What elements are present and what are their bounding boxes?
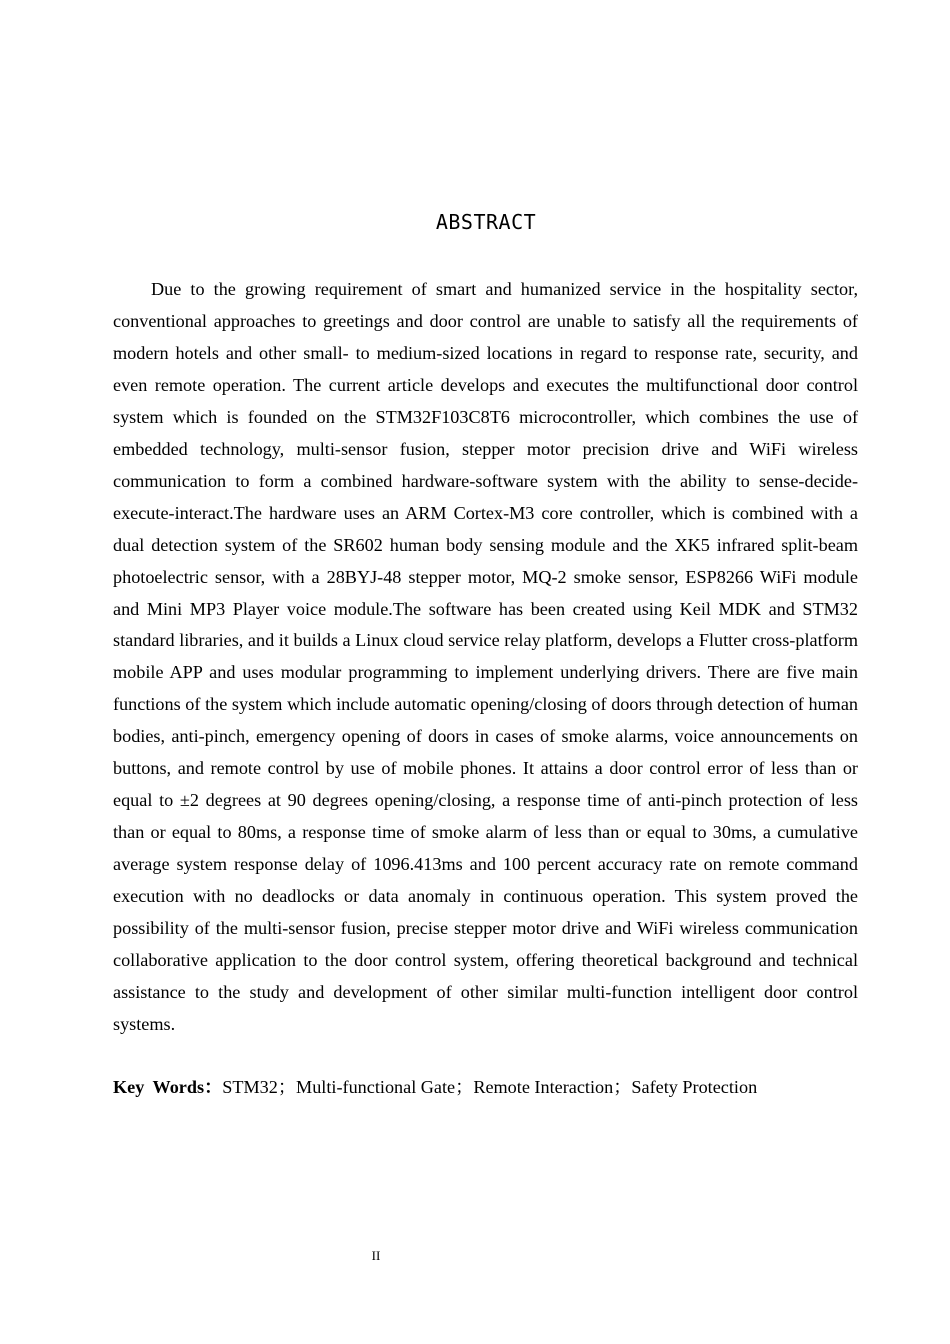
keywords-text: STM32；Multi-functional Gate；Remote Interaction；Safety Protection — [222, 1077, 758, 1097]
keywords-label: Key Words： — [113, 1077, 223, 1097]
abstract-title: ABSTRACT — [435, 210, 537, 234]
keywords-line — [113, 1072, 858, 1103]
abstract-body: Due to the growing requirement of smart and humanized service in the hospitality sector, conventional approaches to greetings and door control are unable to satisfy all the requirements of modern hotels and other small- to medium-sized locations in regard to response rate, security, and even remote operation. The current article develops and executes the multifunctional door control system which is founded on the STM32F103C8T6 microcontroller, which combines the use of embedded technology, multi-sensor fusion, stepper motor precision drive and WiFi wireless communication to form a combined hardware-software system with the ability to sense-decide-execute-interact.The hardware uses an ARM Cortex-M3 core controller, which is combined with a dual detection system of the SR602 human body sensing module and the XK5 infrared split-beam photoelectric sensor, with a 28BYJ-48 stepper motor, MQ-2 smoke sensor, ESP8266 WiFi module and Mini MP3 Player voice module.The software has been created using Keil MDK and STM32 standard libraries, and it builds a Linux cloud service relay platform, develops a Flutter cross-platform mobile APP and uses modular programming to implement underlying drivers. There are five main functions of the system which include automatic opening/closing of doors through detection of human bodies, anti-pinch, emergency opening of doors in cases of smoke alarms, voice announcements on buttons, and remote control by use of mobile phones. It attains a door control error of less than or equal to ±2 degrees at 90 degrees opening/closing, a response time of anti-pinch protection of less than or equal to 80ms, a response time of smoke alarm of less than or equal to 30ms, a cumulative average system response delay of 1096.413ms and 100 percent accuracy rate on remote command execution with no deadlocks or data anomaly in continuous operation. This system proved the possibility of the multi-sensor fusion, precise stepper motor drive and WiFi wireless communication collaborative application to the door control system, offering theoretical background and technical assistance to the study and development of other similar multi-function intelligent door control systems. — [113, 279, 858, 1034]
page-number: II — [371, 1248, 381, 1263]
